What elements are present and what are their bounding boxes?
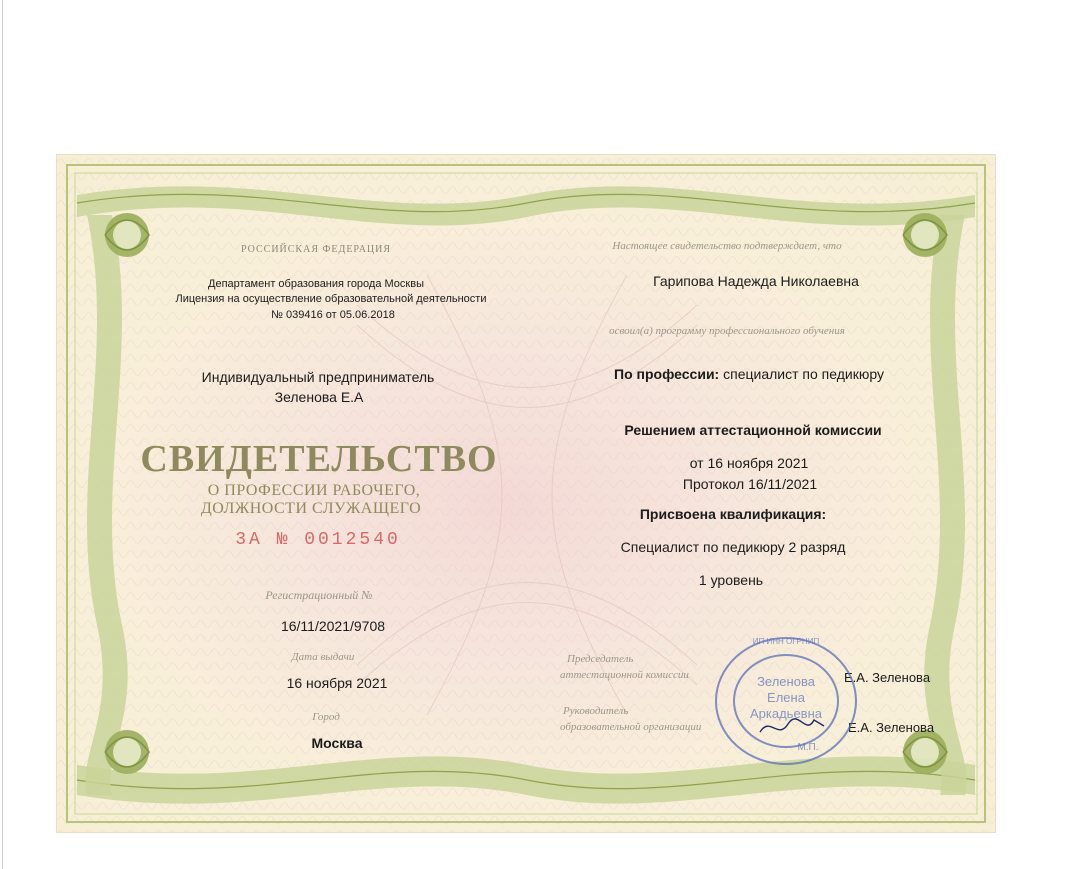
city-label: Город [312,711,340,723]
license-text: Лицензия на осуществление образовательной деятельности [175,293,487,305]
head-name: Е.А. Зеленова [848,720,935,735]
qualification-level: 1 уровень [698,572,764,588]
department-text: Департамент образования города Москвы [208,278,424,290]
certificate-intro: Настоящее свидетельство подтверждает, что [612,240,842,252]
license-number: № 039416 от 05.06.2018 [271,309,395,321]
registration-value: 16/11/2021/9708 [280,618,386,634]
document-subtitle-line2: ДОЛЖНОСТИ СЛУЖАЩЕГО [200,500,422,517]
handwritten-signature [758,712,828,742]
protocol-text: Протокол 16/11/2021 [682,476,818,492]
chair-label-line2: аттестационной комиссии [560,669,689,681]
issue-date-value: 16 ноября 2021 [286,675,388,691]
seal-center-line3: Аркадьевна [749,706,823,721]
seal-center-line1: Зеленова [757,674,815,689]
qualification-value: Специалист по педикюру 2 разряд [620,539,846,555]
country-label: РОССИЙСКАЯ ФЕДЕРАЦИЯ [240,244,392,255]
decision-text: Решением аттестационной комиссии [624,422,882,438]
seal-center-line2: Елена [767,690,805,705]
serial-number: 3А № 0012540 [235,530,401,550]
issue-date-label: Дата выдачи [291,651,355,663]
document-title: СВИДЕТЕЛЬСТВО [140,438,498,480]
document-subtitle-line1: О ПРОФЕССИИ РАБОЧЕГО, [207,482,421,499]
issuer-line2: Зеленова Е.А [274,389,364,405]
official-seal [712,634,860,768]
city-value: Москва [311,735,363,751]
profession-value: специалист по педикюру [723,366,884,382]
issuer-line1: Индивидуальный предприниматель [201,369,435,385]
registration-label: Регистрационный № [265,588,373,602]
scan-edge [2,0,3,869]
seal-ring-text: ИП ИНН ОГРНИП [752,637,820,646]
chair-label-line1: Председатель [567,653,634,665]
seal-mark: М.П. [797,742,819,753]
head-label-line2: образовательной организации [560,721,702,733]
qualification-label: Присвоена квалификация: [639,506,827,522]
chair-name: Е.А. Зеленова [844,670,931,685]
decision-date: от 16 ноября 2021 [689,455,809,471]
holder-name: Гарипова Надежда Николаевна [653,273,859,289]
profession-line [614,366,884,382]
profession-label: По профессии: [614,366,720,382]
program-hint: освоил(а) программу профессионального обучения [609,325,845,337]
head-label-line1: Руководитель [563,705,629,717]
